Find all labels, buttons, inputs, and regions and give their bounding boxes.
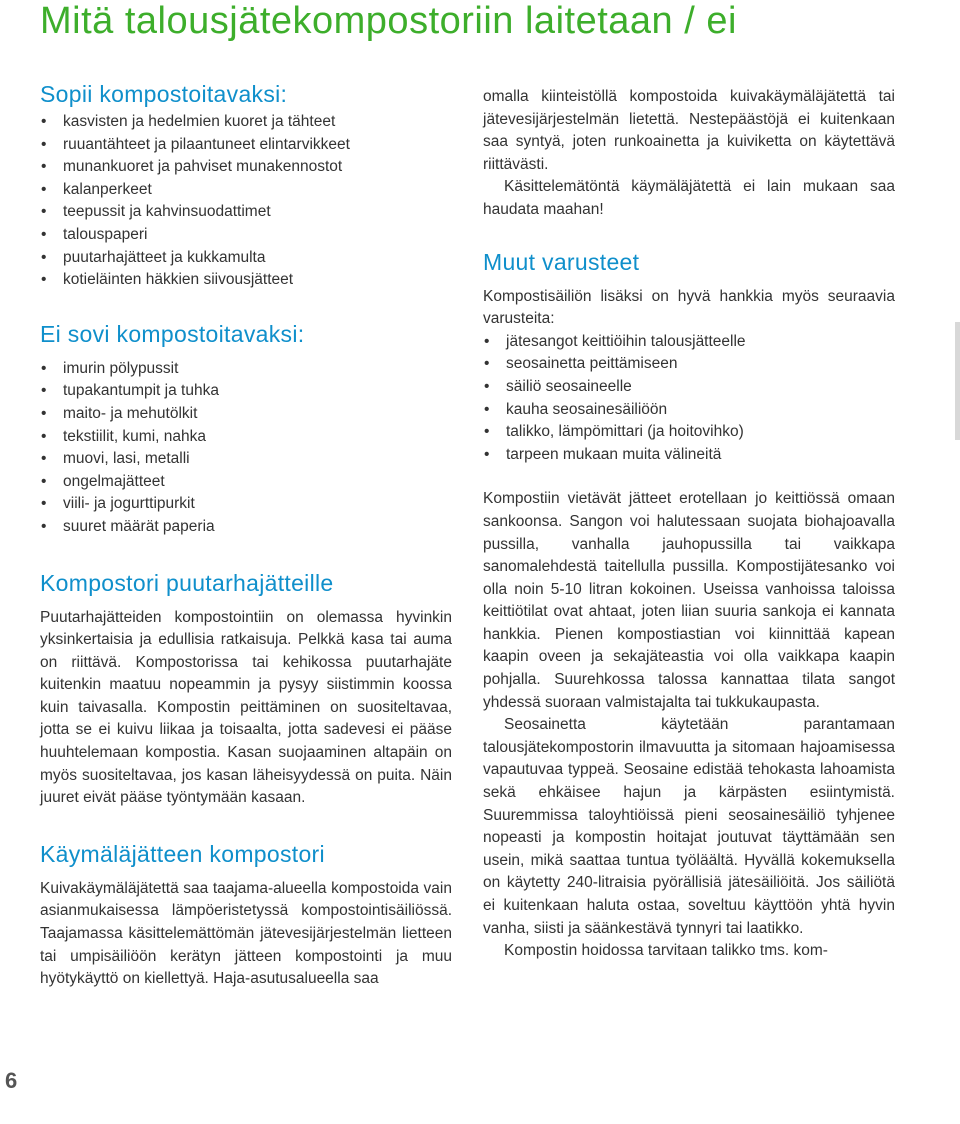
right-column xyxy=(483,86,895,963)
bullet-icon: • xyxy=(41,225,47,243)
left-column xyxy=(40,80,452,991)
equipment-paragraph: Seosainetta käytetään parantamaan talousjätekompostorin ilmavuutta ja sitomaan hajoamisessa vapautuvaa typpeä. Seosaine edistää tehokasta lahoamista sekä ehkäisee hajun ja kärpästen esiintymistä. Suuremmissa taloyhtiöissä pieni seosainesäiliö tyhjenee nopeasti ja kompostin hoitajat joutuvat täyttämään sen usein, mikä saattaa tuntua työläältä. Hyvällä kokemuksella on käytetty 240-litraisia pyörällisiä jätesäiliöitä. Jos säiliötä ei kuitenkaan haluta ostaa, soveltuu käyttöön yhtä hyvin vanha, siisti ja säänkestävä tynnyri tai laatikko. xyxy=(483,716,895,937)
list-item xyxy=(40,269,452,292)
list-item xyxy=(40,403,452,426)
list-item xyxy=(483,421,895,444)
list-item xyxy=(483,376,895,399)
list-item-text: kalanperkeet xyxy=(63,180,152,198)
list-item xyxy=(40,448,452,471)
equipment-paragraph: Kompostin hoidossa tarvitaan talikko tms. kom- xyxy=(504,942,828,960)
list-item-text: kasvisten ja hedelmien kuoret ja tähteet xyxy=(63,113,336,130)
list-item-text: tarpeen mukaan muita välineitä xyxy=(506,445,722,463)
list-item xyxy=(40,224,452,247)
page-edge-marker xyxy=(955,322,960,440)
bullet-icon: • xyxy=(41,495,47,513)
bullet-icon: • xyxy=(484,400,490,418)
bullet-icon: • xyxy=(41,248,47,266)
toilet-text-continued: omalla kiinteistöllä kompostoida kuivakäymäläjätettä tai jätevesijärjestelmän lietettä. Nestepäästöjä ei kuitenkaan saa syntyä, joten runkoainetta ja kuiviketta on käytettävä riittävästi. xyxy=(483,88,895,173)
list-item-text: puutarhajätteet ja kukkamulta xyxy=(63,248,266,266)
bullet-icon: • xyxy=(41,180,47,198)
list-item-text: talouspaperi xyxy=(63,225,148,243)
list-item xyxy=(483,353,895,376)
bullet-icon: • xyxy=(484,445,490,463)
list-item-text: ruuantähteet ja pilaantuneet elintarvikkeet xyxy=(63,135,350,153)
list-item xyxy=(40,380,452,403)
list-item xyxy=(40,426,452,449)
bullet-icon: • xyxy=(41,517,47,535)
list-item xyxy=(40,111,452,134)
page-title: Mitä talousjätekompostoriin laitetaan / ei xyxy=(40,0,737,42)
bullet-icon: • xyxy=(41,158,47,176)
list-item-text: kauha seosainesäiliöön xyxy=(506,400,668,418)
toilet-note: Käsittelemätöntä käymäläjätettä ei lain mukaan saa haudata maahan! xyxy=(483,178,895,218)
list-item xyxy=(40,471,452,494)
bullet-icon: • xyxy=(41,427,47,445)
list-item xyxy=(40,201,452,224)
bullet-icon: • xyxy=(41,135,47,153)
equipment-paragraph: Kompostiin vietävät jätteet erotellaan jo keittiössä omaan sankoonsa. Sangon voi halutessaan suojata biohajoavalla pussilla, vanhalla jauhopussilla tai vaikkapa sanomalehdestä taitellulla pussilla. Kompostijätesanko voi olla noin 5-10 litran kokoinen. Useissa vanhoissa taloissa keittiötilat ovat ahtaat, joten liian suuria sankoja ei kannata hankkia. Pienen kompostiastian voi kiinnittää kapean kaapin oveen ja sekajäteastia voi olla vaikkapa kaapin pohjalla. Suurehkossa talossa kannattaa tilata sangot yhdessä suoraan valmistajalta tai tukkukaupasta. xyxy=(483,490,895,711)
list-item xyxy=(40,134,452,157)
list-item xyxy=(40,156,452,179)
list-item xyxy=(483,331,895,354)
list-item xyxy=(483,444,895,467)
bullet-icon: • xyxy=(41,472,47,490)
garden-text: Puutarhajätteiden kompostointiin on olemassa hyvinkin yksinkertaisia ja edullisia ratkaisuja. Pelkkä kasa tai auma on riittävä. Kompostorissa tai kehikossa puutarhajäte kuitenkin maatuu nopeammin ja pysyy siistimmin koossa kuin taivasalla. Kompostin peittäminen on suositeltavaa, jotta se ei kuivu liikaa ja toisaalta, jotta sadevesi ei pääse huuhtelemaan kompostia. Kasan suojaaminen altapäin on myös suositeltavaa, jos kasan läheisyydessä on puita. Näin juuret eivät pääse työntymään kasaan. xyxy=(40,608,452,807)
bullet-icon: • xyxy=(484,332,490,350)
bullet-icon: • xyxy=(41,359,47,377)
list-item-text: tupakantumpit ja tuhka xyxy=(63,382,219,400)
list-item xyxy=(40,247,452,270)
list-item xyxy=(40,358,452,381)
toilet-text: Kuivakäymäläjätettä saa taajama-alueella kompostoida vain asianmukaisessa lämpöeristetyssä kompostointisäiliössä. Taajamassa käsittelemättömän jätevesijärjestelmän lietteen tai umpisäiliöön kerätyn jätteen kompostointi ja muu hyötykäyttö on kiellettyä. Haja-asutusalueella saa xyxy=(40,879,452,988)
bullet-icon: • xyxy=(41,382,47,400)
list-item-text: seosainetta peittämiseen xyxy=(506,355,678,373)
bullet-icon: • xyxy=(41,271,47,289)
toilet-heading: Käymäläjätteen kompostori xyxy=(40,840,325,867)
bullet-icon: • xyxy=(484,377,490,395)
list-item-text: teepussit ja kahvinsuodattimet xyxy=(63,203,271,221)
list-item-text: ongelmajätteet xyxy=(63,472,165,490)
bullet-icon: • xyxy=(41,450,47,468)
bullet-icon: • xyxy=(484,423,490,441)
list-item-text: imurin pölypussit xyxy=(63,359,179,377)
list-item-text: jätesangot keittiöihin talousjätteelle xyxy=(506,332,746,350)
list-item-text: talikko, lämpömittari (ja hoitovihko) xyxy=(506,423,744,441)
not-suitable-list xyxy=(40,358,452,539)
list-item-text: munankuoret ja pahviset munakennostot xyxy=(63,158,343,176)
suitable-list xyxy=(40,111,452,292)
page-number: 6 xyxy=(5,1068,18,1093)
bullet-icon: • xyxy=(41,113,47,130)
equipment-list xyxy=(483,331,895,467)
equipment-heading: Muut varusteet xyxy=(483,248,640,275)
list-item-text: maito- ja mehutölkit xyxy=(63,404,198,422)
garden-heading: Kompostori puutarhajätteille xyxy=(40,569,334,596)
list-item-text: säiliö seosaineelle xyxy=(506,377,632,395)
bullet-icon: • xyxy=(484,355,490,373)
list-item-text: viili- ja jogurttipurkit xyxy=(63,495,195,513)
list-item-text: muovi, lasi, metalli xyxy=(63,450,190,468)
bullet-icon: • xyxy=(41,404,47,422)
equipment-intro: Kompostisäiliön lisäksi on hyvä hankkia myös seuraavia varusteita: xyxy=(483,287,895,328)
suitable-heading: Sopii kompostoitavaksi: xyxy=(40,81,288,107)
list-item-text: kotieläinten häkkien siivousjätteet xyxy=(63,271,294,289)
bullet-icon: • xyxy=(41,203,47,221)
list-item xyxy=(40,493,452,516)
list-item-text: suuret määrät paperia xyxy=(63,517,215,535)
list-item xyxy=(483,399,895,422)
not-suitable-heading: Ei sovi kompostoitavaksi: xyxy=(40,320,305,347)
list-item xyxy=(40,179,452,202)
list-item xyxy=(40,516,452,539)
list-item-text: tekstiilit, kumi, nahka xyxy=(63,427,206,445)
